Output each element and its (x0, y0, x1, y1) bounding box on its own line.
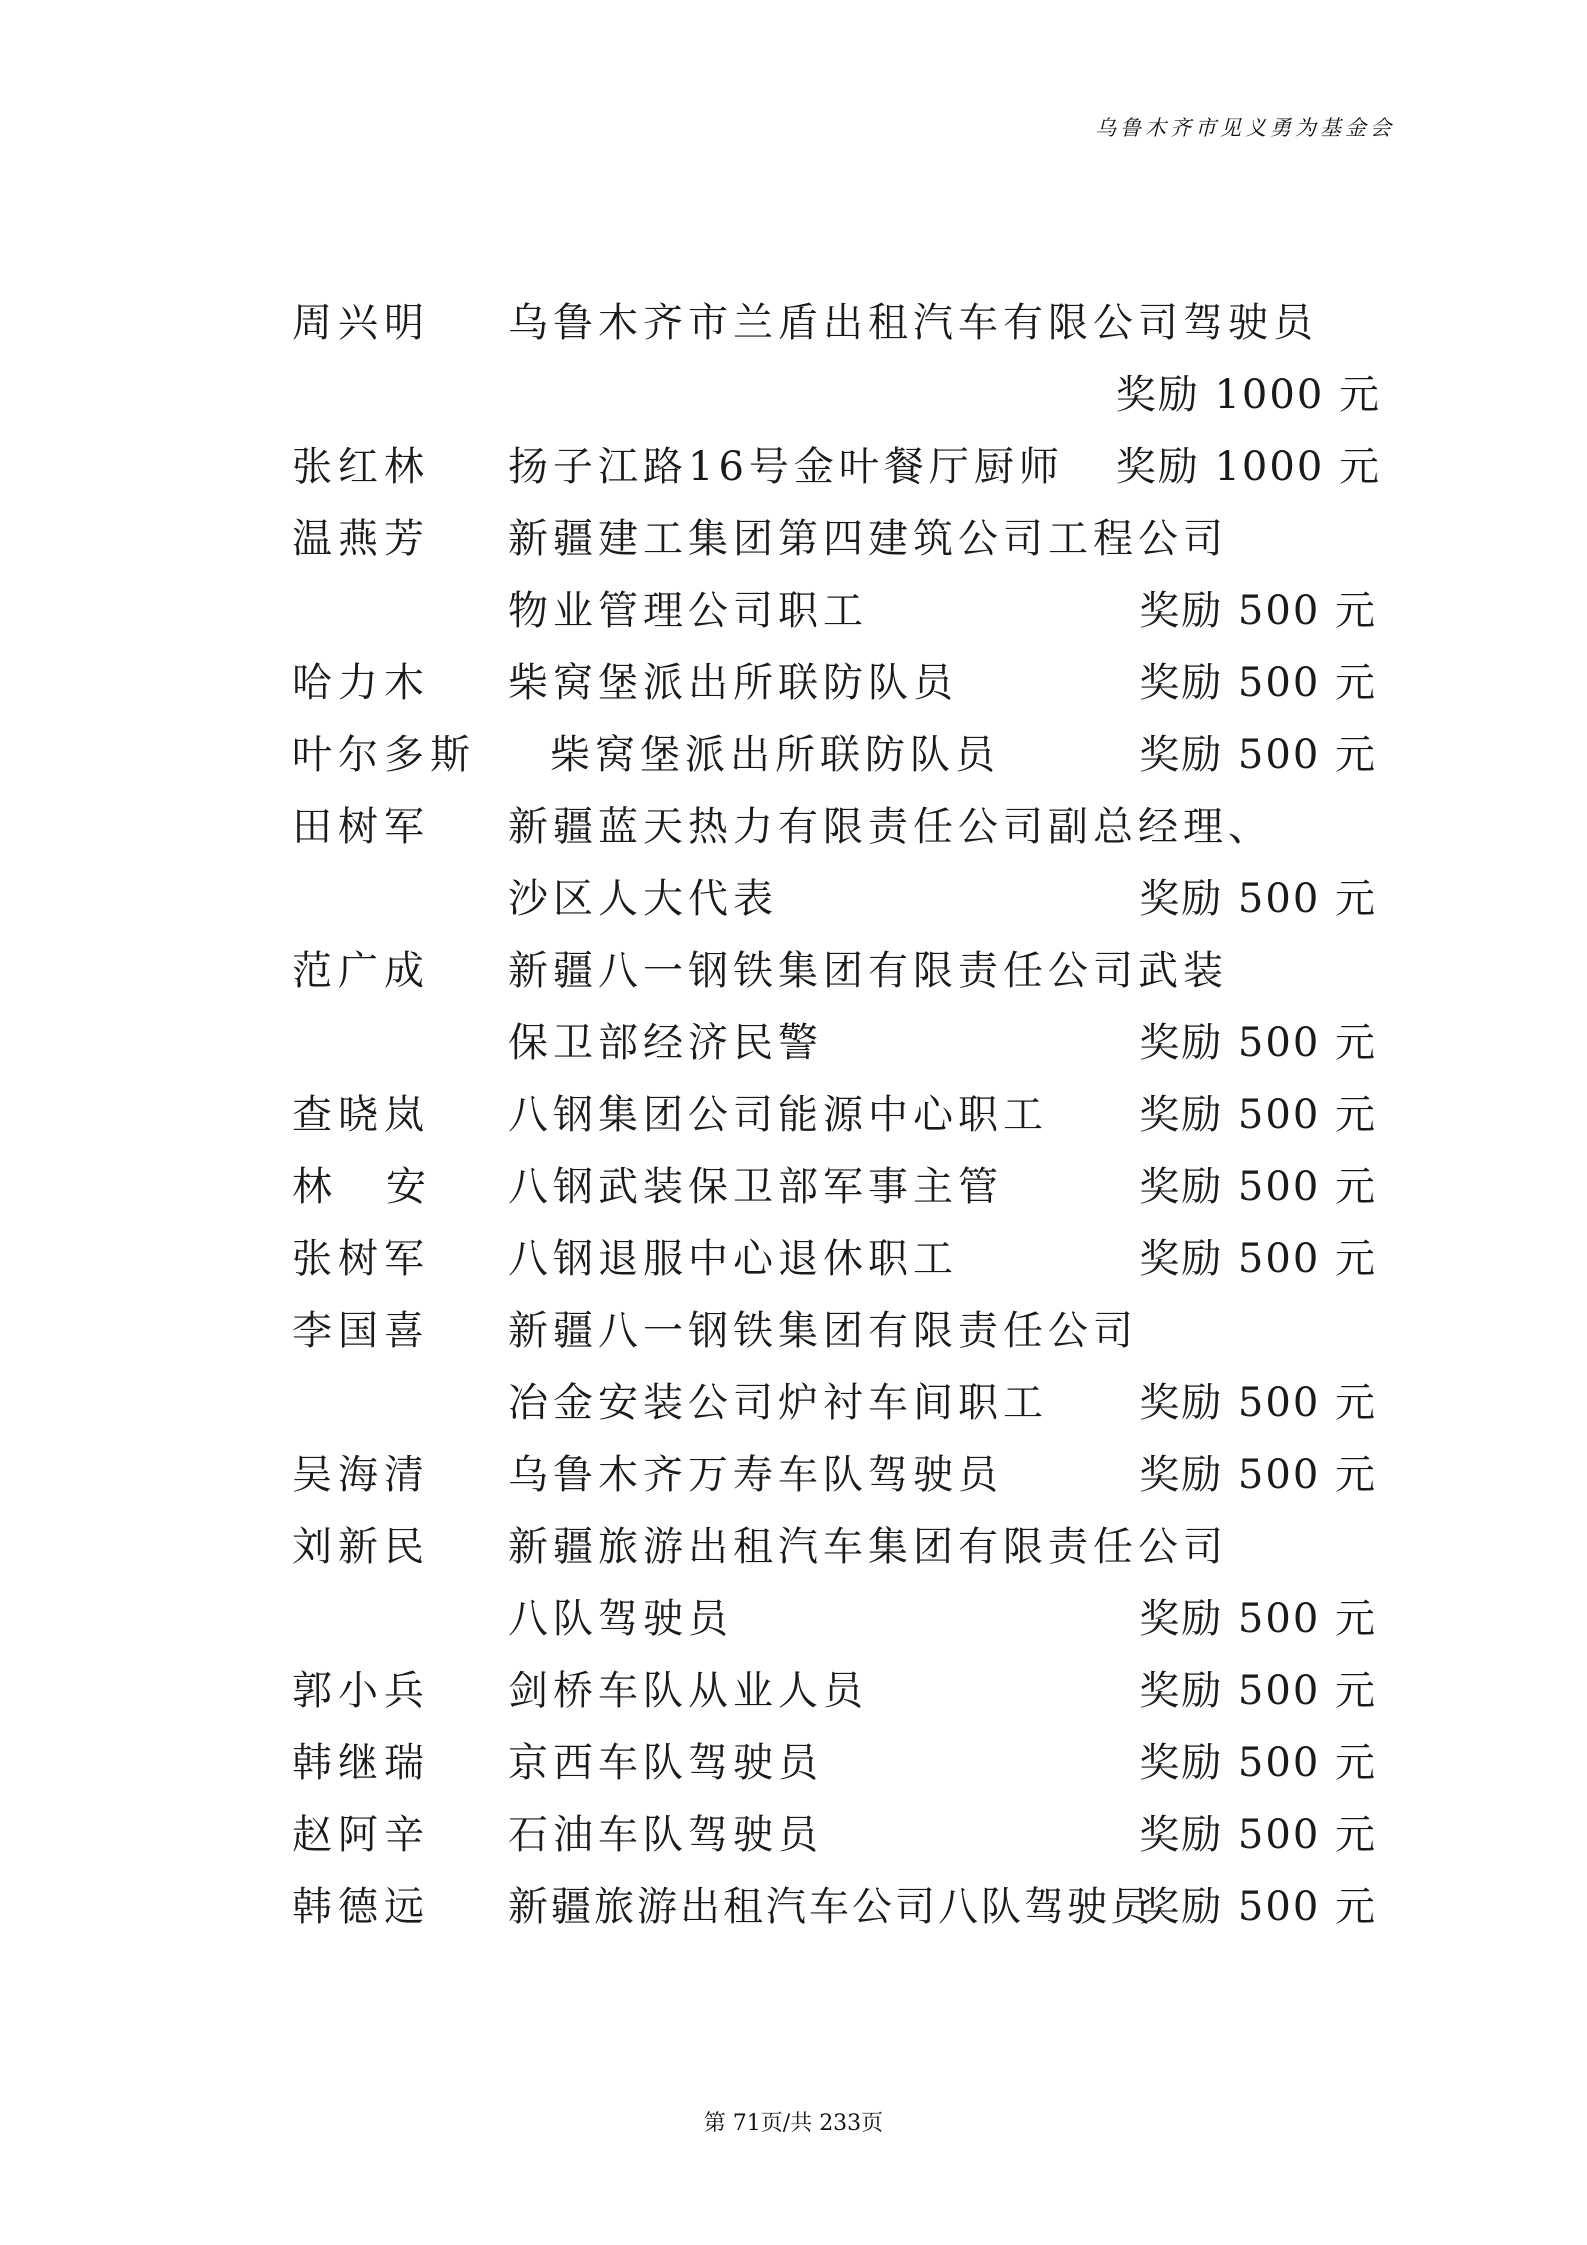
recipient-description: 沙区人大代表 (508, 876, 778, 922)
recipient-description: 京西车队驾驶员 (508, 1740, 823, 1786)
recipient-description: 八钢退服中心退休职工 (508, 1236, 958, 1282)
page-number: 第 71页/共 233页 (703, 2111, 884, 2136)
list-item-continuation (0, 1583, 1587, 1655)
award-amount: 奖励 500 元 (1139, 732, 1377, 778)
recipient-name: 林安 (292, 1164, 480, 1210)
recipient-name: 吴海清 (292, 1452, 430, 1498)
list-item (0, 1439, 1587, 1511)
list-item-continuation (0, 359, 1587, 431)
recipient-name: 韩继瑞 (292, 1740, 430, 1786)
recipient-description: 八钢武装保卫部军事主管 (508, 1164, 1003, 1210)
award-amount: 奖励 500 元 (1139, 1812, 1377, 1858)
list-item (0, 1223, 1587, 1295)
recipient-name: 郭小兵 (292, 1668, 430, 1714)
recipient-name: 韩德远 (292, 1884, 430, 1930)
list-item (0, 503, 1587, 575)
list-item-continuation (0, 575, 1587, 647)
list-item (0, 1799, 1587, 1871)
list-item (0, 1151, 1587, 1223)
recipient-description: 新疆旅游出租汽车公司八队驾驶员 (508, 1884, 1153, 1930)
recipient-name: 周兴明 (292, 300, 430, 346)
award-amount: 奖励 1000 元 (1115, 444, 1381, 490)
recipient-description: 乌鲁木齐市兰盾出租汽车有限公司驾驶员 (508, 300, 1318, 346)
award-amount: 奖励 500 元 (1139, 1020, 1377, 1066)
list-item (0, 791, 1587, 863)
award-amount: 奖励 500 元 (1139, 876, 1377, 922)
recipient-name: 范广成 (292, 948, 430, 994)
list-item-continuation (0, 1367, 1587, 1439)
award-amount: 奖励 500 元 (1139, 1452, 1377, 1498)
recipient-description: 物业管理公司职工 (508, 588, 868, 634)
recipient-description: 扬子江路16号金叶餐厅厨师 (508, 444, 1064, 490)
recipient-description: 新疆蓝天热力有限责任公司副总经理、 (508, 804, 1273, 850)
award-amount: 奖励 500 元 (1139, 1092, 1377, 1138)
recipient-name: 田树军 (292, 804, 430, 850)
recipient-description: 新疆建工集团第四建筑公司工程公司 (508, 516, 1228, 562)
recipient-description: 新疆八一钢铁集团有限责任公司武装 (508, 948, 1228, 994)
recipient-description: 柴窝堡派出所联防队员 (550, 732, 1000, 778)
award-amount: 奖励 1000 元 (1115, 372, 1381, 418)
recipient-description: 石油车队驾驶员 (508, 1812, 823, 1858)
list-item (0, 1727, 1587, 1799)
list-item-continuation (0, 863, 1587, 935)
header-org-name: 乌鲁木齐市见义勇为基金会 (1095, 116, 1395, 140)
list-item (0, 287, 1587, 359)
award-amount: 奖励 500 元 (1139, 1740, 1377, 1786)
recipient-name: 哈力木 (292, 660, 430, 706)
recipient-name: 刘新民 (292, 1524, 430, 1570)
award-amount: 奖励 500 元 (1139, 588, 1377, 634)
list-item (0, 431, 1587, 503)
recipient-description: 新疆旅游出租汽车集团有限责任公司 (508, 1524, 1228, 1570)
list-item (0, 647, 1587, 719)
recipient-description: 柴窝堡派出所联防队员 (508, 660, 958, 706)
recipient-description: 乌鲁木齐万寿车队驾驶员 (508, 1452, 1003, 1498)
award-amount: 奖励 500 元 (1139, 1668, 1377, 1714)
recipient-name: 张红林 (292, 444, 430, 490)
recipient-description: 剑桥车队从业人员 (508, 1668, 868, 1714)
award-amount: 奖励 500 元 (1139, 1596, 1377, 1642)
list-item (0, 1295, 1587, 1367)
list-item (0, 1511, 1587, 1583)
award-amount: 奖励 500 元 (1139, 1380, 1377, 1426)
award-amount: 奖励 500 元 (1139, 1884, 1377, 1930)
award-amount: 奖励 500 元 (1139, 1164, 1377, 1210)
recipient-description: 冶金安装公司炉衬车间职工 (508, 1380, 1048, 1426)
list-item (0, 1871, 1587, 1943)
recipient-description: 八队驾驶员 (508, 1596, 733, 1642)
list-item (0, 935, 1587, 1007)
list-item (0, 719, 1587, 791)
recipient-name: 温燕芳 (292, 516, 430, 562)
recipient-name: 叶尔多斯 (292, 732, 476, 778)
recipient-description: 保卫部经济民警 (508, 1020, 823, 1066)
recipient-name: 张树军 (292, 1236, 430, 1282)
recipient-name: 查晓岚 (292, 1092, 430, 1138)
award-amount: 奖励 500 元 (1139, 1236, 1377, 1282)
list-item (0, 1655, 1587, 1727)
recipient-description: 新疆八一钢铁集团有限责任公司 (508, 1308, 1138, 1354)
recipient-name: 赵阿辛 (292, 1812, 430, 1858)
list-item-continuation (0, 1007, 1587, 1079)
list-item (0, 1079, 1587, 1151)
award-amount: 奖励 500 元 (1139, 660, 1377, 706)
recipient-name: 李国喜 (292, 1308, 430, 1354)
recipient-description: 八钢集团公司能源中心职工 (508, 1092, 1048, 1138)
